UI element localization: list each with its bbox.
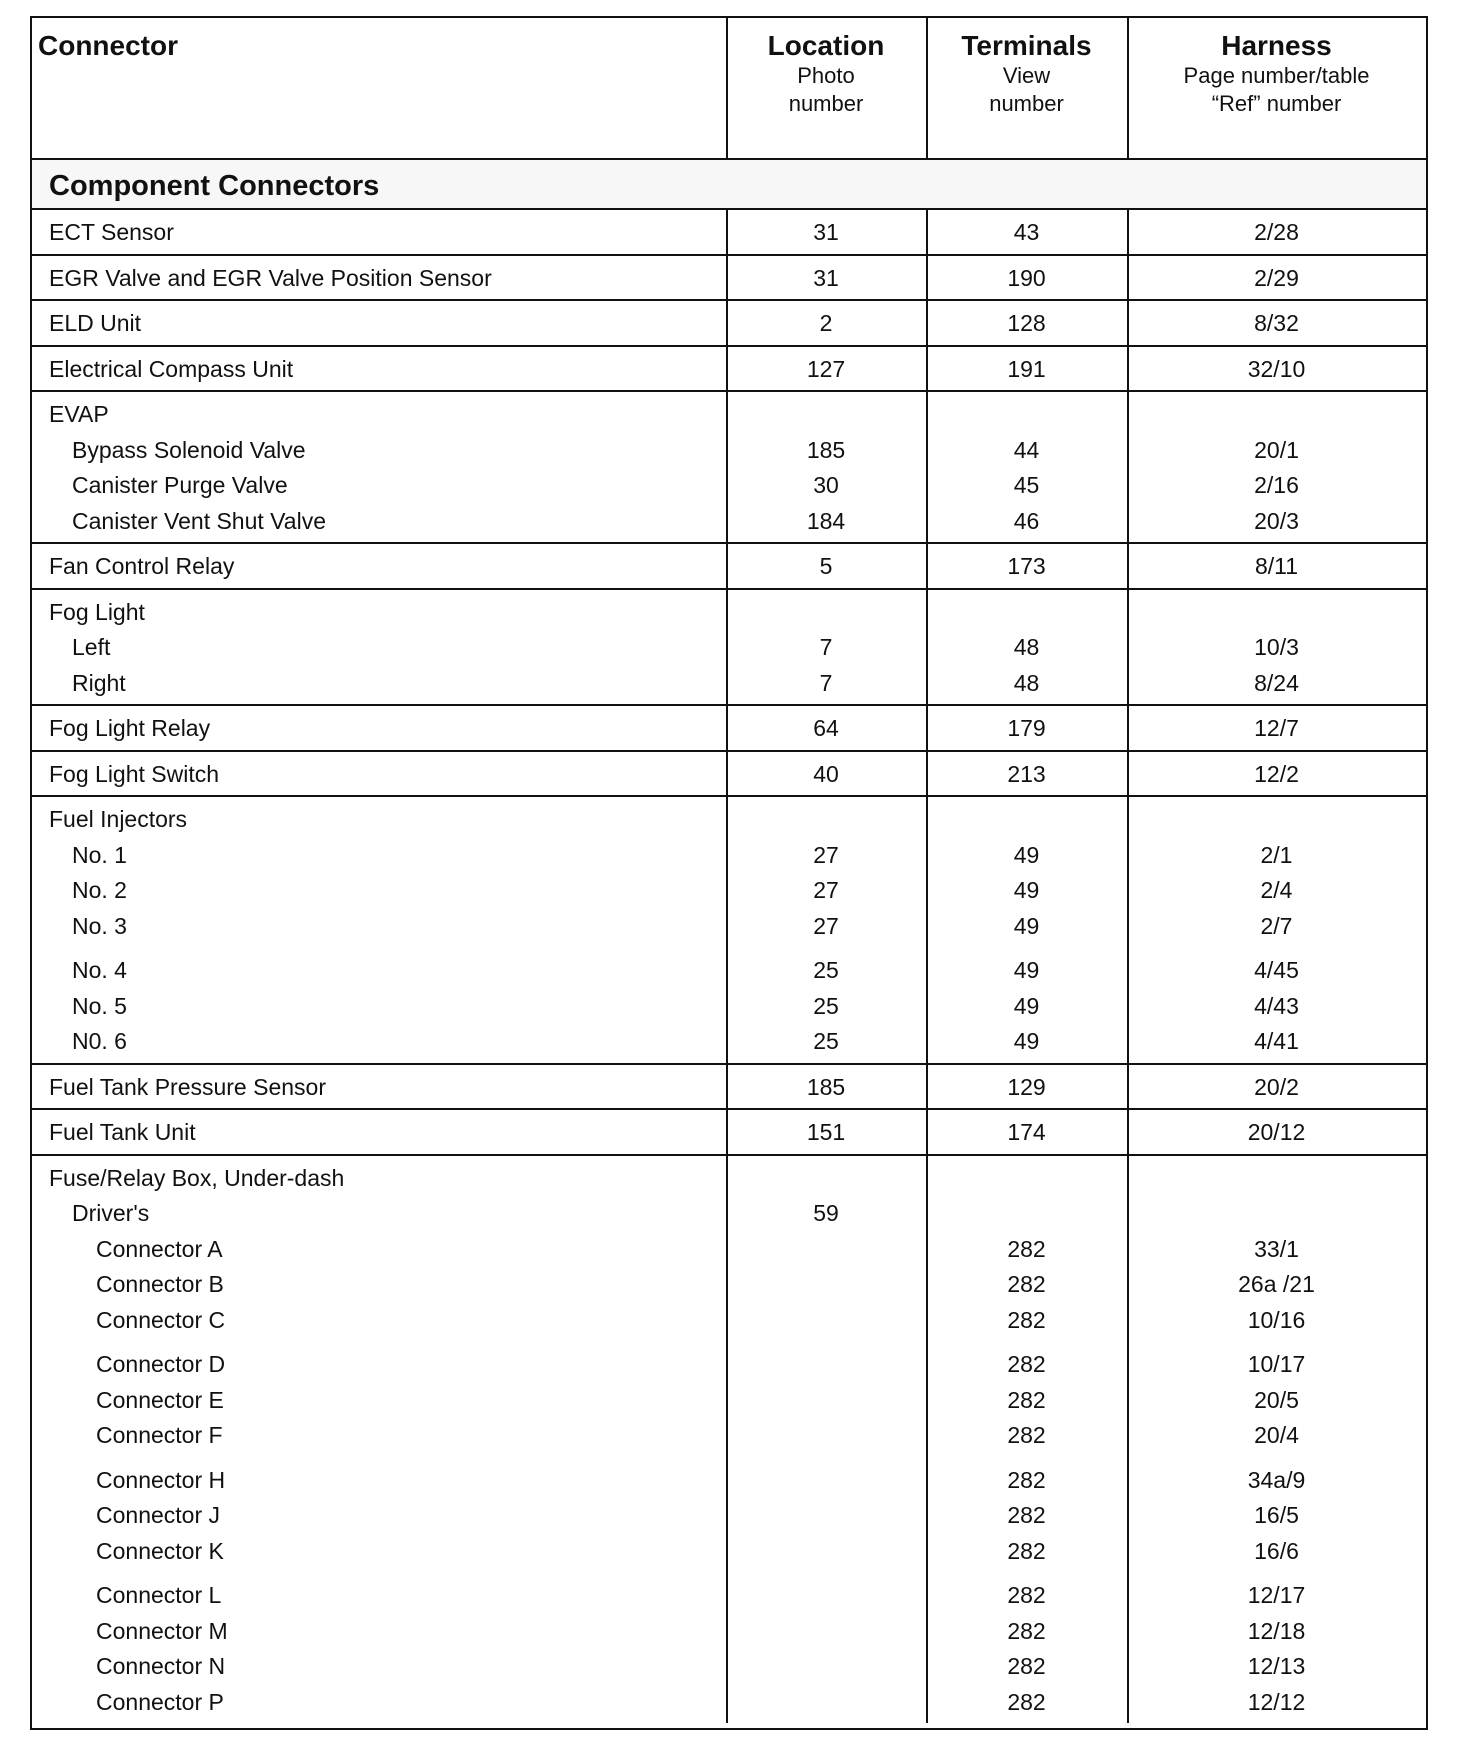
table-row xyxy=(32,432,1426,468)
section-title: Component Connectors xyxy=(49,170,380,202)
header-harness xyxy=(1127,18,1426,160)
terminals-view-number: 282 xyxy=(1007,1386,1046,1413)
table-row xyxy=(32,351,1426,387)
connector-name: Connector K xyxy=(96,1537,224,1564)
terminals-view-number: 282 xyxy=(1007,1306,1046,1333)
terminals-view-number: 282 xyxy=(1007,1582,1046,1608)
connector-name: ECT Sensor xyxy=(49,219,174,245)
harness-ref-number: 8/11 xyxy=(1254,553,1299,579)
harness-ref-number: 33/1 xyxy=(1254,1235,1299,1262)
location-photo-number: 59 xyxy=(813,1200,839,1226)
connector-name: Fuse/Relay Box, Under-dash xyxy=(49,1164,345,1191)
connector-name: Left xyxy=(72,634,111,660)
harness-ref-number: 16/6 xyxy=(1254,1537,1299,1564)
connector-name: Canister Purge Valve xyxy=(72,472,288,498)
connector-table xyxy=(30,16,1428,1730)
table-row xyxy=(32,872,1426,908)
table-group xyxy=(32,706,1426,752)
header-harness-sub2: “Ref” number xyxy=(1211,91,1342,116)
connector-name: N0. 6 xyxy=(72,1028,127,1054)
table-row xyxy=(32,801,1426,837)
location-photo-number: 127 xyxy=(806,355,846,382)
terminals-view-number: 49 xyxy=(1013,957,1040,983)
header-location-title: Location xyxy=(767,30,885,61)
connector-name: Connector P xyxy=(96,1688,224,1715)
harness-ref-number: 2/4 xyxy=(1260,877,1293,903)
harness-ref-number: 2/29 xyxy=(1254,264,1299,291)
table-row xyxy=(32,467,1426,503)
table-row xyxy=(32,756,1426,792)
table-row xyxy=(32,1462,1426,1498)
table-row xyxy=(32,1684,1426,1720)
table-row xyxy=(32,710,1426,746)
terminals-view-number: 190 xyxy=(1007,264,1046,291)
table-row xyxy=(32,1231,1426,1267)
location-photo-number: 30 xyxy=(813,472,839,498)
table-body xyxy=(32,210,1426,1723)
terminals-view-number: 173 xyxy=(1007,553,1046,579)
section-header xyxy=(32,160,1426,210)
table-row xyxy=(32,305,1426,341)
harness-ref-number: 8/24 xyxy=(1254,669,1299,696)
table-row xyxy=(32,1648,1426,1684)
table-row xyxy=(32,1302,1426,1338)
table-row xyxy=(32,1114,1426,1150)
table-row xyxy=(32,260,1426,296)
table-row xyxy=(32,988,1426,1024)
harness-ref-number: 20/4 xyxy=(1254,1422,1299,1448)
table-group xyxy=(32,210,1426,256)
location-photo-number: 25 xyxy=(813,957,839,983)
location-photo-number: 151 xyxy=(806,1119,846,1145)
connector-name: No. 2 xyxy=(72,877,127,903)
header-terminals xyxy=(926,18,1127,160)
terminals-view-number: 129 xyxy=(1007,1073,1046,1100)
header-terminals-title: Terminals xyxy=(961,30,1092,61)
connector-name: Fuel Injectors xyxy=(49,806,188,832)
harness-ref-number: 10/3 xyxy=(1254,634,1299,660)
connector-name: Bypass Solenoid Valve xyxy=(72,436,306,463)
connector-name: EGR Valve and EGR Valve Position Sensor xyxy=(49,264,492,291)
connector-name: Fog Light Switch xyxy=(49,760,220,787)
table-row xyxy=(32,1577,1426,1613)
terminals-view-number: 44 xyxy=(1013,436,1040,463)
table-group xyxy=(32,752,1426,798)
terminals-view-number: 191 xyxy=(1007,355,1046,382)
harness-ref-number: 12/7 xyxy=(1254,715,1299,741)
connector-name: EVAP xyxy=(49,401,109,427)
location-photo-number: 7 xyxy=(819,634,833,660)
harness-ref-number: 20/3 xyxy=(1254,507,1299,534)
table-row xyxy=(32,214,1426,250)
table-row xyxy=(32,1069,1426,1105)
terminals-view-number: 282 xyxy=(1007,1653,1046,1679)
connector-name: Fog Light Relay xyxy=(49,715,211,741)
harness-ref-number: 2/16 xyxy=(1254,472,1299,498)
table-row xyxy=(32,665,1426,701)
table-row xyxy=(32,629,1426,665)
terminals-view-number: 48 xyxy=(1013,634,1040,660)
table-group xyxy=(32,1065,1426,1111)
table-group xyxy=(32,301,1426,347)
connector-name: Electrical Compass Unit xyxy=(49,355,294,382)
terminals-view-number: 49 xyxy=(1013,992,1040,1019)
location-photo-number: 184 xyxy=(806,507,846,534)
location-photo-number: 64 xyxy=(813,715,839,741)
connector-name: Connector M xyxy=(96,1617,228,1644)
table-row xyxy=(32,1417,1426,1453)
connector-name: Connector B xyxy=(96,1271,224,1297)
harness-ref-number: 20/1 xyxy=(1254,436,1299,463)
location-photo-number: 185 xyxy=(806,436,846,463)
connector-name: Right xyxy=(72,669,126,696)
harness-ref-number: 8/32 xyxy=(1254,310,1299,336)
terminals-view-number: 46 xyxy=(1013,507,1040,534)
terminals-view-number: 49 xyxy=(1013,877,1040,903)
table-group xyxy=(32,1110,1426,1156)
terminals-view-number: 282 xyxy=(1007,1466,1046,1493)
table-group xyxy=(32,544,1426,590)
harness-ref-number: 34a/9 xyxy=(1247,1466,1306,1493)
harness-ref-number: 4/45 xyxy=(1254,957,1299,983)
header-location-sub1: Photo xyxy=(797,63,855,88)
terminals-view-number: 282 xyxy=(1007,1351,1046,1377)
header-location-sub2: number xyxy=(788,91,864,116)
table-row xyxy=(32,503,1426,539)
connector-name: No. 1 xyxy=(72,841,127,868)
connector-name: Canister Vent Shut Valve xyxy=(72,507,326,534)
header-terminals-sub2: number xyxy=(989,91,1064,116)
header-connector xyxy=(32,18,726,160)
table-row xyxy=(32,594,1426,630)
connector-name: Connector N xyxy=(96,1653,226,1679)
location-photo-number: 31 xyxy=(813,264,839,291)
header-divider xyxy=(726,18,728,160)
header-location xyxy=(726,18,926,160)
terminals-view-number: 43 xyxy=(1013,219,1040,245)
terminals-view-number: 282 xyxy=(1007,1235,1046,1262)
harness-ref-number: 4/43 xyxy=(1254,992,1299,1019)
location-photo-number: 25 xyxy=(813,1028,839,1054)
connector-name: Connector F xyxy=(96,1422,223,1448)
terminals-view-number: 282 xyxy=(1007,1422,1046,1448)
terminals-view-number: 282 xyxy=(1007,1271,1046,1297)
location-photo-number: 27 xyxy=(813,912,839,939)
connector-name: No. 5 xyxy=(72,992,127,1019)
table-row xyxy=(32,1346,1426,1382)
harness-ref-number: 16/5 xyxy=(1254,1502,1299,1528)
terminals-view-number: 282 xyxy=(1007,1537,1046,1564)
table-group xyxy=(32,590,1426,707)
table-row xyxy=(32,1533,1426,1569)
harness-ref-number: 12/2 xyxy=(1254,760,1299,787)
connector-name: Connector D xyxy=(96,1351,226,1377)
location-photo-number: 27 xyxy=(813,877,839,903)
table-row xyxy=(32,396,1426,432)
terminals-view-number: 179 xyxy=(1007,715,1046,741)
location-photo-number: 27 xyxy=(813,841,839,868)
header-divider xyxy=(1127,18,1129,160)
harness-ref-number: 12/12 xyxy=(1247,1688,1306,1715)
table-row xyxy=(32,837,1426,873)
terminals-view-number: 128 xyxy=(1007,310,1046,336)
header-harness-title: Harness xyxy=(1221,30,1332,61)
harness-ref-number: 20/2 xyxy=(1254,1073,1299,1100)
connector-name: Connector L xyxy=(96,1582,222,1608)
table-group xyxy=(32,797,1426,1065)
location-photo-number: 2 xyxy=(819,310,833,336)
header-terminals-sub1: View xyxy=(1002,63,1051,88)
table-row xyxy=(32,548,1426,584)
header-divider xyxy=(926,18,928,160)
terminals-view-number: 49 xyxy=(1013,1028,1040,1054)
connector-name: No. 3 xyxy=(72,912,127,939)
table-row xyxy=(32,1382,1426,1418)
connector-name: Fan Control Relay xyxy=(49,553,235,579)
harness-ref-number: 2/28 xyxy=(1254,219,1299,245)
harness-ref-number: 26a /21 xyxy=(1238,1271,1315,1297)
table-row xyxy=(32,908,1426,944)
harness-ref-number: 20/5 xyxy=(1254,1386,1299,1413)
connector-name: Fog Light xyxy=(49,598,145,625)
connector-name: Connector E xyxy=(96,1386,224,1413)
table-row xyxy=(32,1497,1426,1533)
table-row xyxy=(32,1613,1426,1649)
terminals-view-number: 45 xyxy=(1013,472,1040,498)
table-row xyxy=(32,1195,1426,1231)
table-group xyxy=(32,256,1426,302)
harness-ref-number: 10/17 xyxy=(1247,1351,1306,1377)
location-photo-number: 7 xyxy=(819,669,833,696)
terminals-view-number: 174 xyxy=(1007,1119,1046,1145)
connector-name: ELD Unit xyxy=(49,310,142,336)
table-row xyxy=(32,952,1426,988)
location-photo-number: 40 xyxy=(813,760,839,787)
location-photo-number: 25 xyxy=(813,992,839,1019)
connector-name: Connector J xyxy=(96,1502,221,1528)
harness-ref-number: 10/16 xyxy=(1247,1306,1306,1333)
harness-ref-number: 12/17 xyxy=(1247,1582,1306,1608)
table-group xyxy=(32,392,1426,544)
terminals-view-number: 48 xyxy=(1013,669,1040,696)
terminals-view-number: 282 xyxy=(1007,1502,1046,1528)
table-group xyxy=(32,1156,1426,1724)
connector-name: No. 4 xyxy=(72,957,127,983)
terminals-view-number: 282 xyxy=(1007,1688,1046,1715)
header-connector-title: Connector xyxy=(38,30,178,61)
terminals-view-number: 282 xyxy=(1007,1617,1046,1644)
harness-ref-number: 32/10 xyxy=(1247,355,1306,382)
location-photo-number: 5 xyxy=(819,553,833,579)
table-row xyxy=(32,1266,1426,1302)
harness-ref-number: 12/18 xyxy=(1247,1617,1306,1644)
harness-ref-number: 4/41 xyxy=(1254,1028,1299,1054)
connector-name: Connector C xyxy=(96,1306,226,1333)
terminals-view-number: 213 xyxy=(1007,760,1046,787)
harness-ref-number: 12/13 xyxy=(1247,1653,1306,1679)
terminals-view-number: 49 xyxy=(1013,912,1040,939)
connector-name: Fuel Tank Unit xyxy=(49,1119,196,1145)
connector-name: Connector H xyxy=(96,1466,226,1493)
connector-name: Driver's xyxy=(72,1200,150,1226)
table-group xyxy=(32,347,1426,393)
location-photo-number: 31 xyxy=(813,219,839,245)
harness-ref-number: 2/7 xyxy=(1260,912,1293,939)
harness-ref-number: 20/12 xyxy=(1247,1119,1306,1145)
terminals-view-number: 49 xyxy=(1013,841,1040,868)
harness-ref-number: 2/1 xyxy=(1260,841,1293,868)
header-harness-sub1: Page number/table xyxy=(1183,63,1370,88)
table-row xyxy=(32,1023,1426,1059)
connector-name: Connector A xyxy=(96,1235,223,1262)
table-row xyxy=(32,1160,1426,1196)
location-photo-number: 185 xyxy=(806,1073,846,1100)
connector-name: Fuel Tank Pressure Sensor xyxy=(49,1073,326,1100)
